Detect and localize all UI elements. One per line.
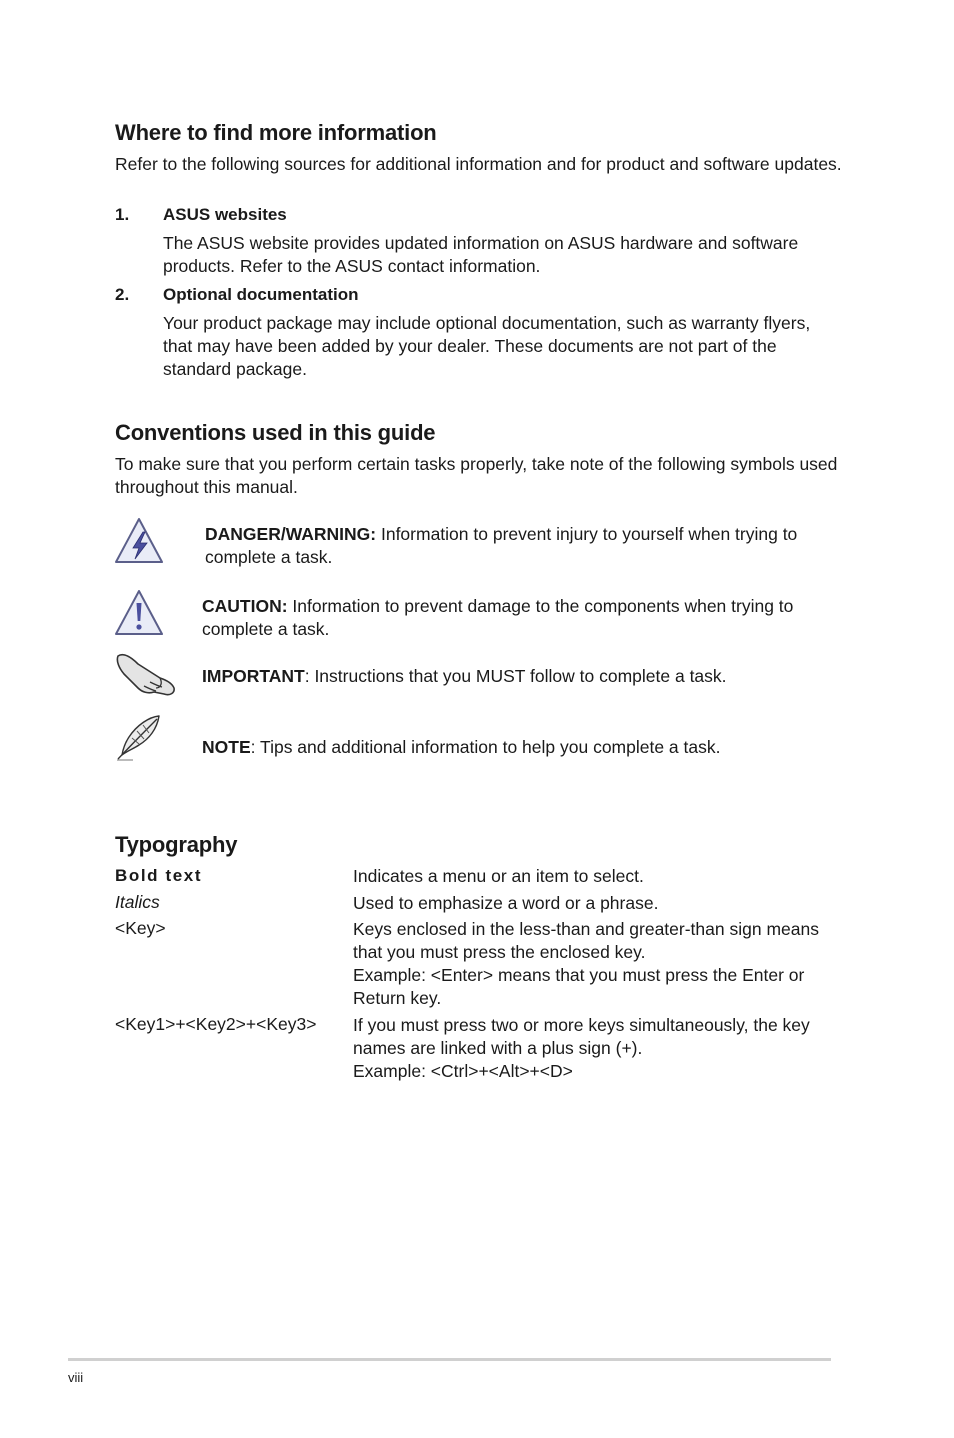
important-hand-icon <box>114 650 178 700</box>
note-feather-icon <box>113 713 165 763</box>
section-intro: Refer to the following sources for additional information and for product and software updates. <box>115 154 842 174</box>
list-number: 2. <box>115 285 130 304</box>
list-item-body: Your product package may include optional documentation, such as warranty flyers, that may have been added by your dealer. These documents are not part of the standard package. <box>163 313 811 379</box>
typography-term-key: <Key> <box>115 918 166 938</box>
note-text: : Instructions that you MUST follow to complete a task. <box>304 666 727 686</box>
important-note <box>202 665 822 688</box>
section-heading-conventions: Conventions used in this guide <box>115 420 436 445</box>
typography-term-bold: Bold text <box>115 866 203 885</box>
danger-warning-icon <box>113 516 165 566</box>
typography-term-key-combo: <Key1>+<Key2>+<Key3> <box>115 1014 317 1034</box>
note-note <box>202 736 822 759</box>
typography-desc: Keys enclosed in the less-than and greater-than sign means that you must press the enclosed key. <box>353 919 819 962</box>
typography-desc: If you must press two or more keys simultaneously, the key names are linked with a plus sign (+). <box>353 1015 810 1058</box>
list-item-body: The ASUS website provides updated information on ASUS hardware and software products. Refer to the ASUS contact information. <box>163 233 799 276</box>
typography-desc: Indicates a menu or an item to select. <box>353 866 644 886</box>
list-item-title-asus-websites: ASUS websites <box>163 205 287 224</box>
note-label: CAUTION: <box>202 596 288 616</box>
note-text: Information to prevent injury to yourself when trying to complete a task. <box>205 524 798 567</box>
footer-divider <box>68 1358 831 1361</box>
section-heading-typography: Typography <box>115 832 238 857</box>
page-number: viii <box>68 1370 84 1385</box>
list-number: 1. <box>115 205 130 224</box>
note-label: NOTE <box>202 737 251 757</box>
typography-desc-example: Example: <Enter> means that you must press the Enter or Return key. <box>353 965 805 1008</box>
danger-warning-note <box>205 523 825 569</box>
caution-icon <box>113 588 165 638</box>
typography-desc: Used to emphasize a word or a phrase. <box>353 893 659 913</box>
section-heading-more-info: Where to find more information <box>115 120 437 145</box>
list-item-title-optional-documentation: Optional documentation <box>163 285 359 304</box>
note-text: : Tips and additional information to help you complete a task. <box>250 737 721 757</box>
note-label: IMPORTANT <box>202 666 305 686</box>
section-intro: To make sure that you perform certain tasks properly, take note of the following symbols used throughout this manual. <box>115 454 838 497</box>
note-text: Information to prevent damage to the components when trying to complete a task. <box>202 596 794 639</box>
caution-note <box>202 595 822 641</box>
typography-desc-example: Example: <Ctrl>+<Alt>+<D> <box>353 1061 573 1081</box>
typography-term-italics: Italics <box>115 892 160 912</box>
note-label: DANGER/WARNING: <box>205 524 377 544</box>
